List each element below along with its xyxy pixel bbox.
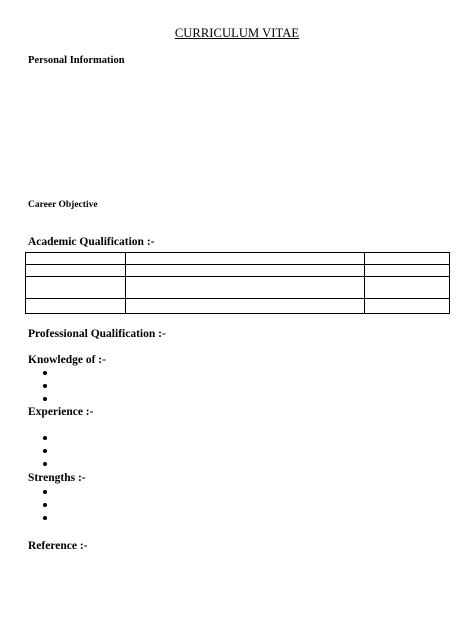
table-cell [364,277,449,299]
bullet-icon [43,371,47,375]
bullet-icon [43,503,47,507]
bullet-icon [43,384,47,388]
table-cell [26,265,126,277]
table-row [26,277,450,299]
table-cell [364,253,449,265]
career-objective-heading: Career Objective [28,200,98,210]
table-cell [364,265,449,277]
table-cell [126,253,365,265]
strengths-heading: Strengths :- [28,472,86,484]
table-cell [26,277,126,299]
table-row [26,265,450,277]
bullet-icon [43,449,47,453]
table-cell [126,277,365,299]
academic-qualification-table [25,252,450,314]
bullet-icon [43,516,47,520]
bullet-icon [43,462,47,466]
table-cell [26,299,126,314]
academic-qualification-heading: Academic Qualification :- [28,236,155,248]
professional-qualification-heading: Professional Qualification :- [28,328,166,340]
table-cell [126,299,365,314]
personal-information-heading: Personal Information [28,55,125,66]
experience-heading: Experience :- [28,406,94,418]
table-row [26,253,450,265]
table-cell [364,299,449,314]
table-cell [126,265,365,277]
table-row [26,299,450,314]
bullet-icon [43,490,47,494]
bullet-icon [43,436,47,440]
table-cell [26,253,126,265]
knowledge-of-heading: Knowledge of :- [28,354,106,366]
bullet-icon [43,397,47,401]
reference-heading: Reference :- [28,540,88,552]
page-title: CURRICULUM VITAE [174,26,300,40]
